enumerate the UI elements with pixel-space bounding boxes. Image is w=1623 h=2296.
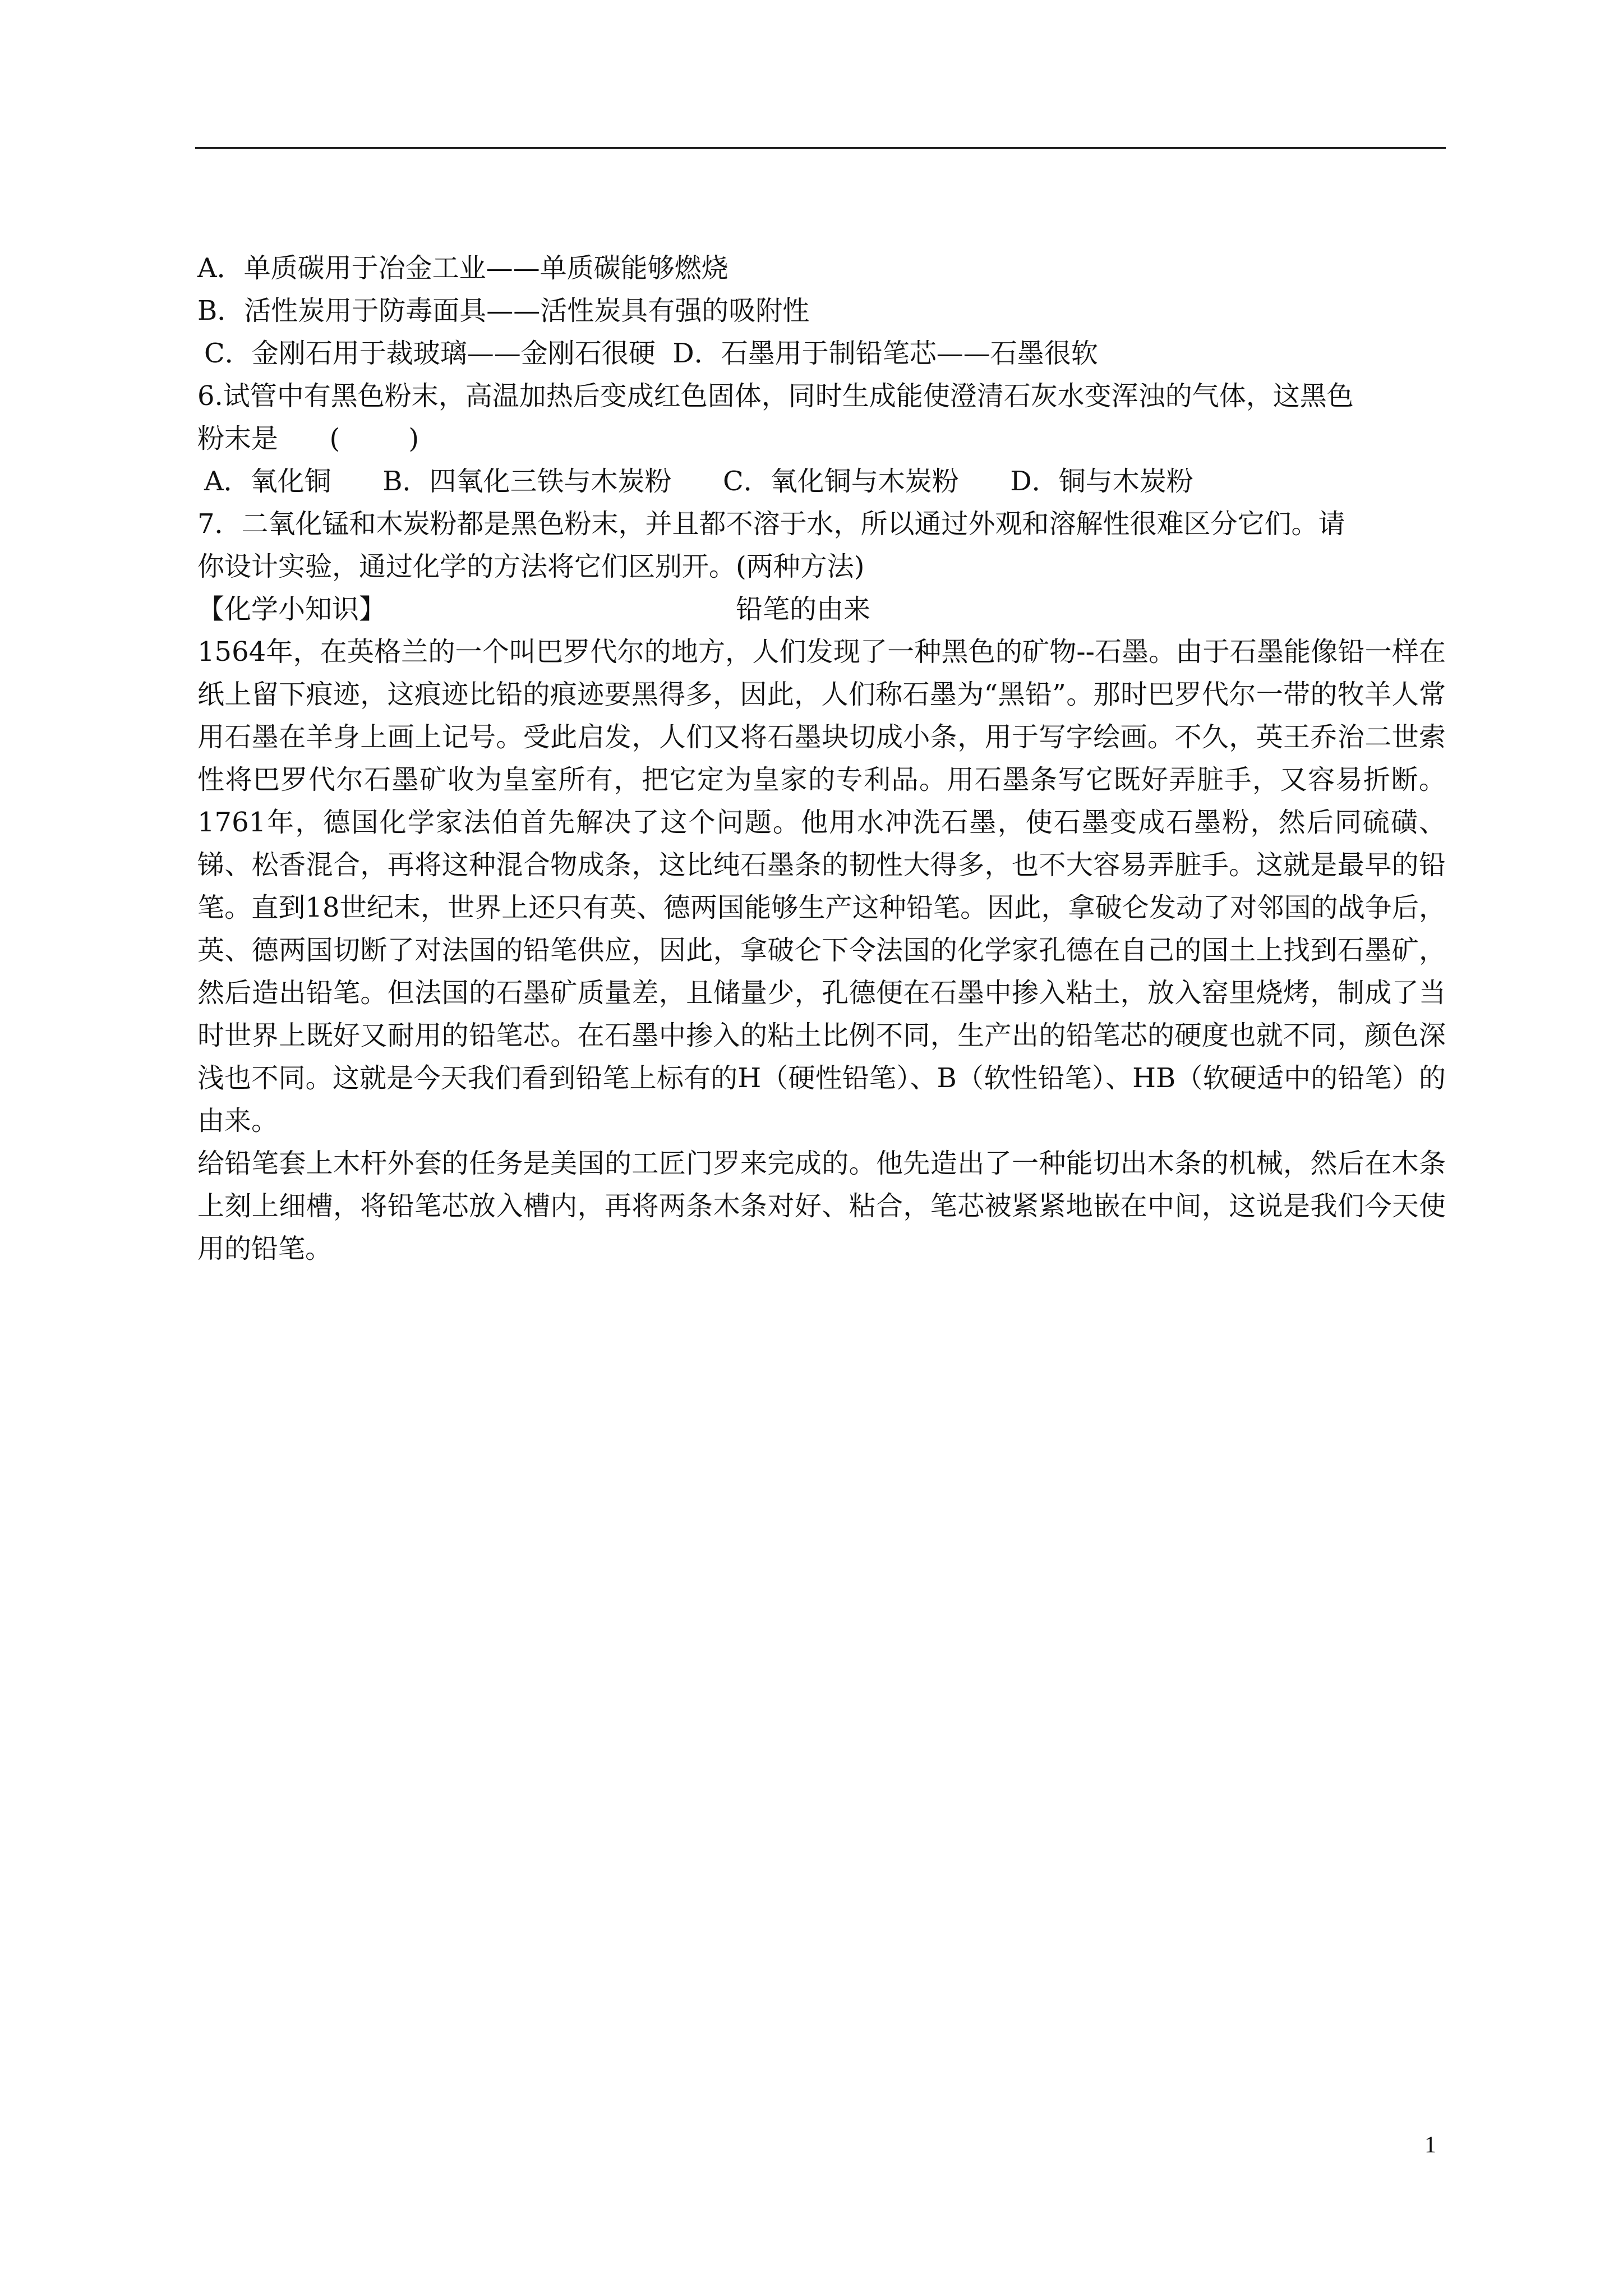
q6-stem-line2: 粉末是 ( ) — [197, 423, 419, 454]
q6-stem-line1: 6.试管中有黑色粉末，高温加热后变成红色固体，同时生成能使澄清石灰水变浑浊的气体，这黑色 — [197, 380, 1354, 412]
header-rule — [195, 147, 1446, 149]
q5-option-b: B．活性炭用于防毒面具——活性炭具有强的吸附性 — [197, 295, 810, 326]
knowledge-paragraph-2: 给铅笔套上木杆外套的任务是美国的工匠门罗来完成的。他先造出了一种能切出木条的机械，然后在木条上刻上细槽，将铅笔芯放入槽内，再将两条木条对好、粘合，笔芯被紧紧地嵌在中间，这说是我们今天使用的铅笔。 — [197, 1148, 1446, 1264]
q5-option-a: A．单质碳用于冶金工业——单质碳能够燃烧 — [197, 252, 728, 284]
knowledge-title: 铅笔的由来 — [736, 593, 871, 625]
q6-options: A．氧化铜 B．四氧化三铁与木炭粉 C．氧化铜与木炭粉 D．铜与木炭粉 — [204, 466, 1193, 497]
knowledge-tag: 【化学小知识】 — [197, 593, 386, 625]
page-number: 1 — [1424, 2132, 1436, 2158]
q5-option-cd: C．金刚石用于裁玻璃——金刚石很硬 D．石墨用于制铅笔芯——石墨很软 — [204, 338, 1098, 369]
q7-line1: 7．二氧化锰和木炭粉都是黑色粉末，并且都不溶于水，所以通过外观和溶解性很难区分它们。请 — [197, 508, 1345, 540]
knowledge-heading — [197, 588, 1446, 631]
page-content — [197, 247, 1446, 1270]
knowledge-paragraph-1: 1564年，在英格兰的一个叫巴罗代尔的地方，人们发现了一种黑色的矿物--石墨。由于石墨能像铅一样在纸上留下痕迹，这痕迹比铅的痕迹要黑得多，因此，人们称石墨为“黑铅”。那时巴罗代尔一带的牧羊人常用石墨在羊身上画上记号。受此启发，人们又将石墨块切成小条，用于写字绘画。不久，英王乔治二世索性将巴罗代尔石墨矿收为皇室所有，把它定为皇家的专利品。用石墨条写它既好弄脏手，又容易折断。1761年，德国化学家法伯首先解决了这个问题。他用水冲洗石墨，使石墨变成石墨粉，然后同硫磺、锑、松香混合，再将这种混合物成条，这比纯石墨条的韧性大得多，也不大容易弄脏手。这就是最早的铅笔。直到18世纪末，世界上还只有英、德两国能够生产这种铅笔。因此，拿破仑发动了对邻国的战争后，英、德两国切断了对法国的铅笔供应，因此，拿破仑下令法国的化学家孔德在自己的国土上找到石墨矿，然后造出铅笔。但法国的石墨矿质量差，且储量少，孔德便在石墨中掺入粘土，放入窑里烧烤，制成了当时世界上既好又耐用的铅笔芯。在石墨中掺入的粘土比例不同，生产出的铅笔芯的硬度也就不同，颜色深浅也不同。这就是今天我们看到铅笔上标有的H（硬性铅笔）、B（软性铅笔）、HB（软硬适中的铅笔）的由来。 — [197, 636, 1446, 1137]
q7-line2: 你设计实验，通过化学的方法将它们区别开。(两种方法) — [197, 551, 865, 582]
